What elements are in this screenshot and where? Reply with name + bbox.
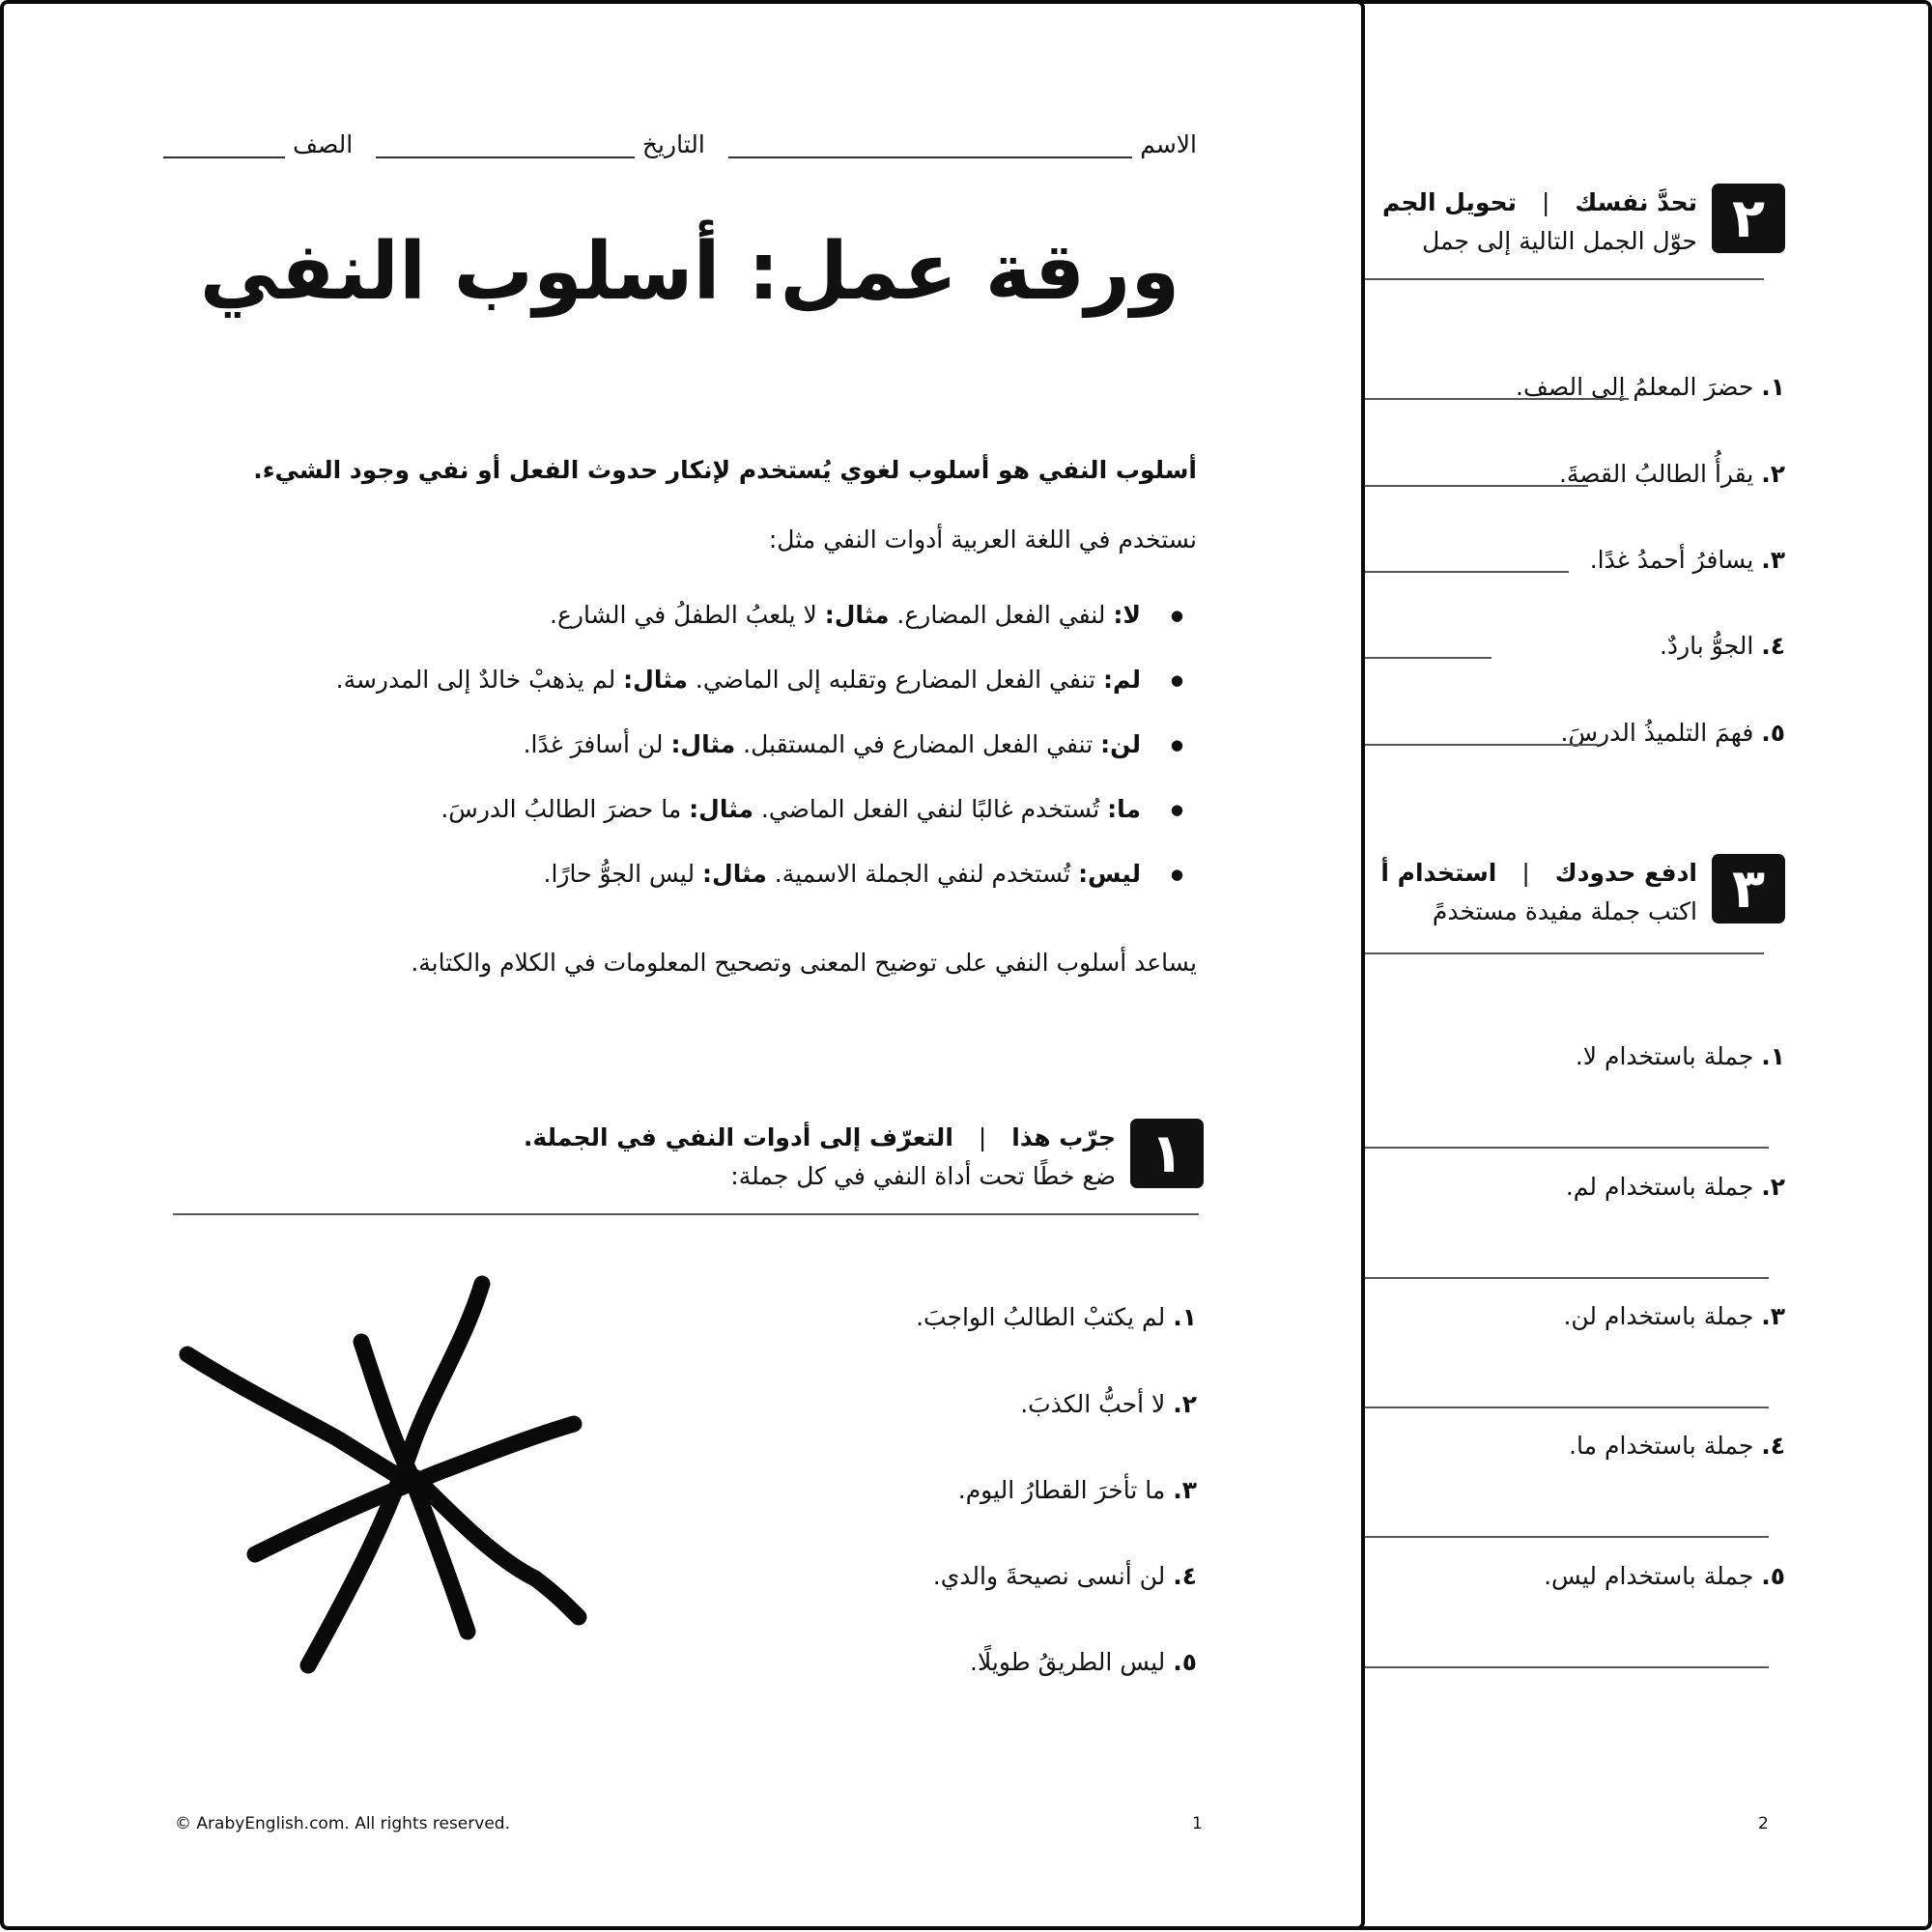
exercise-item	[1370, 1302, 1785, 1330]
section-1-header	[189, 1119, 1204, 1196]
class-label: الصف	[293, 130, 354, 158]
item-sentence: لا أحبُّ الكذبَ.	[1020, 1390, 1174, 1418]
tool-name: ما:	[1107, 795, 1141, 823]
tool-name: لم:	[1103, 666, 1141, 694]
summary-text: يساعد أسلوب النفي على توضيح المعنى وتصحيح المعلومات في الكلام والكتابة.	[411, 949, 1197, 977]
name-label: الاسم	[1140, 130, 1197, 158]
tool-name: لا:	[1113, 601, 1141, 629]
exercise-item	[1370, 1432, 1785, 1460]
exercise-item	[1370, 1562, 1785, 1590]
item-number: ٥.	[1761, 1562, 1785, 1590]
example-label: مثال:	[824, 601, 890, 629]
exercise-item	[1370, 1042, 1785, 1070]
section-3-title: استخدام أ	[1380, 859, 1497, 887]
class-field[interactable]	[163, 129, 285, 158]
answer-line[interactable]	[1358, 1406, 1769, 1408]
section-2-instruction: حوّل الجمل التالية إلى جمل	[1422, 227, 1697, 255]
negation-tools-list	[134, 583, 1197, 907]
exercise-item	[1370, 373, 1785, 401]
tool-description: تُستخدم لنفي الجملة الاسمية.	[766, 860, 1079, 888]
item-sentence: جملة باستخدام لن.	[1563, 1302, 1762, 1330]
section-3-instruction: اكتب جملة مفيدة مستخدمً	[1432, 897, 1697, 925]
section-1-heading	[524, 1119, 1116, 1196]
answer-line[interactable]	[1358, 744, 1598, 746]
exercise-item	[1370, 1173, 1785, 1201]
answer-line[interactable]	[1358, 1536, 1769, 1538]
section-2-kicker: تحدَّ نفسك	[1575, 188, 1697, 216]
example-text: ليس الجوُّ حارًا.	[543, 860, 703, 888]
exercise-item	[521, 1390, 1197, 1418]
negation-tool-item	[134, 583, 1197, 648]
item-number: ٢.	[1761, 460, 1785, 488]
item-sentence: ما تأخرَ القطارُ اليوم.	[957, 1476, 1174, 1504]
answer-line[interactable]	[1358, 485, 1588, 487]
section-2-title: تحويل الجم	[1381, 188, 1517, 216]
date-label: التاريخ	[641, 130, 705, 158]
copyright-footer: © ArabyEnglish.com. All rights reserved.	[175, 1814, 510, 1833]
section-1-separator: |	[978, 1123, 987, 1151]
item-number: ٥.	[1173, 1648, 1197, 1676]
tool-name: لن:	[1100, 730, 1141, 758]
section-3-heading	[1380, 854, 1697, 931]
item-number: ٣.	[1761, 1302, 1785, 1330]
exercise-item	[521, 1562, 1197, 1590]
negation-tool-item	[134, 778, 1197, 842]
section-3-divider	[1358, 952, 1764, 954]
item-sentence: ليس الطريقُ طويلًا.	[970, 1648, 1174, 1676]
exercise-item	[1370, 719, 1785, 747]
item-number: ١.	[1173, 1303, 1197, 1331]
item-sentence: جملة باستخدام لا.	[1575, 1042, 1762, 1070]
exercise-item	[1370, 632, 1785, 660]
page-number: 1	[1192, 1814, 1203, 1833]
item-number: ٢.	[1761, 1173, 1785, 1201]
student-info-header	[163, 120, 1197, 158]
example-label: مثال:	[689, 795, 753, 823]
section-2-separator: |	[1541, 188, 1550, 216]
item-sentence: يقرأُ الطالبُ القصةَ.	[1558, 460, 1762, 488]
section-1-badge: ١	[1130, 1119, 1204, 1188]
section-2-heading	[1382, 184, 1697, 261]
item-number: ٤.	[1173, 1562, 1197, 1590]
negation-tool-item	[134, 842, 1197, 907]
answer-line[interactable]	[1358, 657, 1492, 659]
section-1-divider	[173, 1213, 1199, 1215]
item-number: ٤.	[1761, 632, 1785, 660]
tool-description: لنفي الفعل المضارع.	[889, 601, 1114, 629]
intro-text: نستخدم في اللغة العربية أدوات النفي مثل:	[768, 526, 1197, 554]
answer-line[interactable]	[1358, 571, 1569, 573]
asterisk-doodle-icon	[168, 1269, 622, 1704]
item-number: ٣.	[1173, 1476, 1197, 1504]
tool-name: ليس:	[1078, 860, 1141, 888]
answer-line[interactable]	[1358, 1147, 1769, 1149]
section-1-title: التعرّف إلى أدوات النفي في الجملة.	[523, 1123, 953, 1151]
item-sentence: لن أنسى نصيحةَ والدي.	[932, 1562, 1174, 1590]
answer-line[interactable]	[1358, 398, 1629, 400]
section-3-kicker: ادفع حدودك	[1554, 859, 1697, 887]
tool-description: تنفي الفعل المضارع وتقلبه إلى الماضي.	[687, 666, 1103, 694]
item-number: ١.	[1761, 373, 1785, 401]
date-field[interactable]	[376, 129, 635, 158]
item-number: ٤.	[1761, 1432, 1785, 1460]
item-number: ٢.	[1173, 1390, 1197, 1418]
item-sentence: الجوُّ باردٌ.	[1659, 632, 1762, 660]
negation-tool-item	[134, 713, 1197, 778]
exercise-item	[521, 1303, 1197, 1331]
item-sentence: جملة باستخدام ما.	[1569, 1432, 1762, 1460]
section-2-header	[1358, 184, 1785, 261]
example-text: لن أسافرَ غدًا.	[523, 730, 671, 758]
item-sentence: حضرَ المعلمُ إلى الصف.	[1516, 373, 1762, 401]
section-3-badge: ٣	[1712, 854, 1785, 923]
answer-line[interactable]	[1358, 1666, 1769, 1668]
example-text: لا يلعبُ الطفلُ في الشارع.	[550, 601, 825, 629]
section-2-divider	[1358, 278, 1764, 280]
item-number: ٣.	[1761, 546, 1785, 574]
item-sentence: لم يكتبْ الطالبُ الواجبَ.	[916, 1303, 1174, 1331]
negation-tool-item	[134, 648, 1197, 713]
example-text: لم يذهبْ خالدٌ إلى المدرسة.	[335, 666, 624, 694]
item-number: ١.	[1761, 1042, 1785, 1070]
section-1-kicker: جرّب هذا	[1011, 1123, 1116, 1151]
section-3-separator: |	[1521, 859, 1530, 887]
item-sentence: فهمَ التلميذُ الدرسَ.	[1560, 719, 1762, 747]
page-title: ورقة عمل: أسلوب النفي	[199, 226, 1180, 318]
example-text: ما حضرَ الطالبُ الدرسَ.	[440, 795, 690, 823]
answer-line[interactable]	[1358, 1277, 1769, 1279]
page-number: 2	[1758, 1814, 1769, 1833]
item-sentence: جملة باستخدام لم.	[1565, 1173, 1762, 1201]
tool-description: تنفي الفعل المضارع في المستقبل.	[735, 730, 1101, 758]
example-label: مثال:	[623, 666, 688, 694]
item-sentence: يسافرُ أحمدُ غدًا.	[1589, 546, 1762, 574]
name-field[interactable]	[728, 129, 1133, 158]
definition-text: أسلوب النفي هو أسلوب لغوي يُستخدم لإنكار حدوث الفعل أو نفي وجود الشيء.	[253, 456, 1197, 484]
section-3-header	[1358, 854, 1785, 931]
section-1-instruction: ضع خطًا تحت أداة النفي في كل جملة:	[730, 1162, 1116, 1190]
exercise-item	[521, 1476, 1197, 1504]
section-2-badge: ٢	[1712, 184, 1785, 253]
exercise-item	[1370, 546, 1785, 574]
worksheet-page-2	[1358, 0, 1932, 1930]
exercise-item	[1370, 460, 1785, 488]
tool-description: تُستخدم غالبًا لنفي الفعل الماضي.	[753, 795, 1108, 823]
example-label: مثال:	[702, 860, 767, 888]
example-label: مثال:	[670, 730, 736, 758]
item-sentence: جملة باستخدام ليس.	[1544, 1562, 1762, 1590]
exercise-item	[521, 1648, 1197, 1676]
item-number: ٥.	[1761, 719, 1785, 747]
